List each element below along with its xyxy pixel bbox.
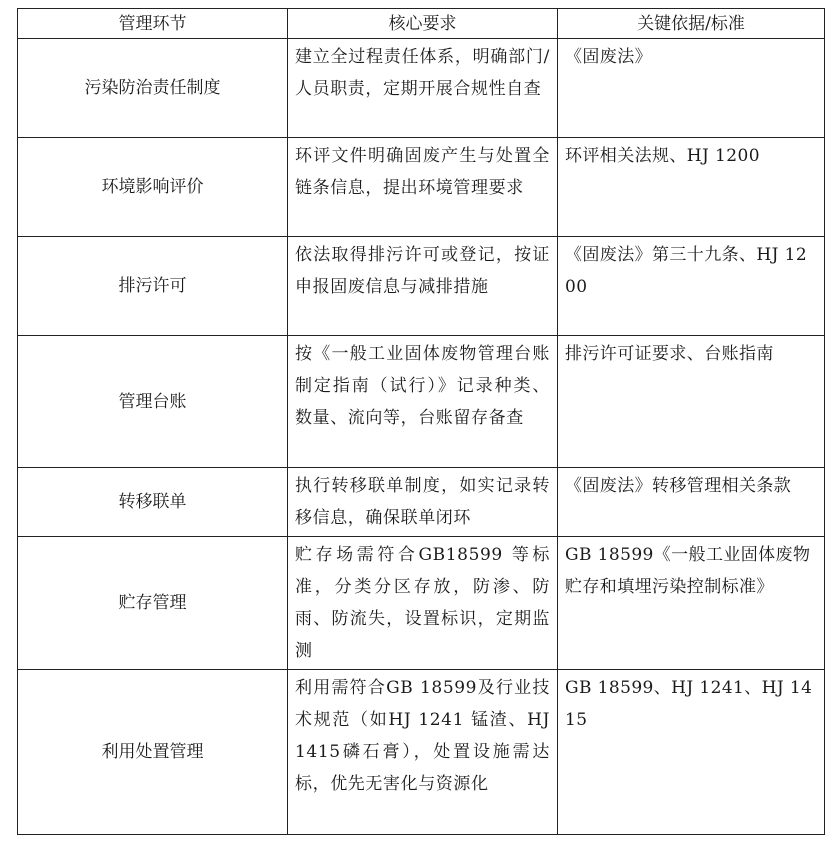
basis-cell: 环评相关法规、HJ 1200 <box>558 138 825 237</box>
basis-cell: 《固废法》转移管理相关条款 <box>558 468 825 537</box>
table-header-row <box>18 9 825 39</box>
table-row <box>18 537 825 670</box>
stage-cell: 管理台账 <box>18 336 288 468</box>
table-row <box>18 138 825 237</box>
stage-cell: 环境影响评价 <box>18 138 288 237</box>
stage-cell: 排污许可 <box>18 237 288 336</box>
basis-cell: 排污许可证要求、台账指南 <box>558 336 825 468</box>
header-stage: 管理环节 <box>18 9 288 39</box>
basis-cell: GB 18599、HJ 1241、HJ 1415 <box>558 670 825 835</box>
requirement-cell: 贮存场需符合GB18599 等标准，分类分区存放，防渗、防雨、防流失，设置标识，定期监测 <box>288 537 558 670</box>
table-row <box>18 670 825 835</box>
table-row <box>18 468 825 537</box>
basis-cell: 《固废法》第三十九条、HJ 1200 <box>558 237 825 336</box>
table-row <box>18 39 825 138</box>
requirement-cell: 建立全过程责任体系，明确部门/人员职责，定期开展合规性自查 <box>288 39 558 138</box>
basis-cell: GB 18599《一般工业固体废物贮存和填埋污染控制标准》 <box>558 537 825 670</box>
requirement-cell: 利用需符合GB 18599及行业技术规范（如HJ 1241 锰渣、HJ 1415磷石膏），处置设施需达标，优先无害化与资源化 <box>288 670 558 835</box>
basis-cell: 《固废法》 <box>558 39 825 138</box>
stage-cell: 贮存管理 <box>18 537 288 670</box>
requirement-cell: 依法取得排污许可或登记，按证申报固废信息与减排措施 <box>288 237 558 336</box>
stage-cell: 污染防治责任制度 <box>18 39 288 138</box>
requirement-cell: 执行转移联单制度，如实记录转移信息，确保联单闭环 <box>288 468 558 537</box>
requirement-cell: 环评文件明确固废产生与处置全链条信息，提出环境管理要求 <box>288 138 558 237</box>
table-row <box>18 237 825 336</box>
stage-cell: 转移联单 <box>18 468 288 537</box>
requirement-cell: 按《一般工业固体废物管理台账制定指南（试行）》记录种类、数量、流向等，台账留存备查 <box>288 336 558 468</box>
solid-waste-management-table <box>17 8 825 835</box>
header-requirement: 核心要求 <box>288 9 558 39</box>
stage-cell: 利用处置管理 <box>18 670 288 835</box>
table-row <box>18 336 825 468</box>
header-basis: 关键依据/标准 <box>558 9 825 39</box>
